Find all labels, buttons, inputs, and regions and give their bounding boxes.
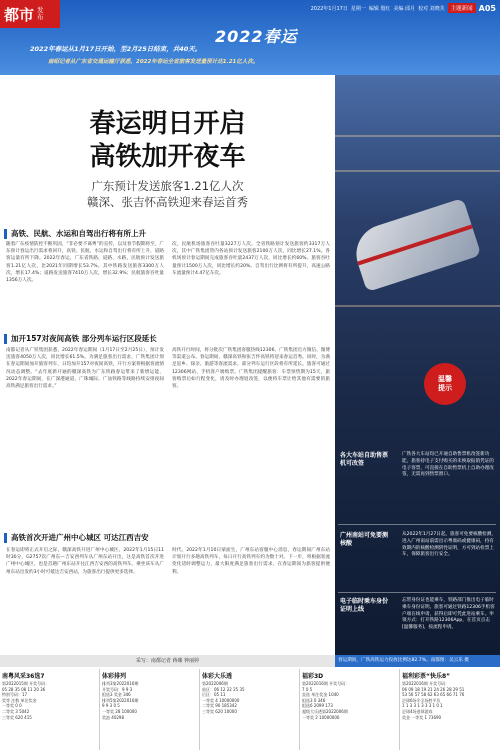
lottery-line: 足球6场半全场胜平负	[402, 697, 441, 703]
lottery-title: 体彩排列	[102, 673, 127, 680]
section-heading-2	[4, 333, 157, 344]
issue-date: 2022年1月17日	[310, 5, 348, 12]
lottery-line: 特别号码：17	[2, 692, 28, 698]
editor: 编辑 殷红	[368, 5, 391, 12]
tip-line-1: 温馨	[438, 375, 452, 383]
headline-line-2: 高铁加开夜车	[89, 142, 246, 172]
lottery-line: 前区：06 12 22 25 35	[202, 686, 245, 692]
track-light	[335, 170, 500, 172]
lottery-line: 三等奖 620 415	[2, 714, 32, 720]
lottery-line: 超级大乐透第2022006期	[302, 708, 348, 714]
banner-text: 2022春运	[215, 27, 298, 46]
panel-text-3: 忘带身份证也能乘车，铁路部门推出电子临时乘车身份证明。旅客可通过铁路12306手机客户端在线申请，获得后即可凭此进站乘车。申领方式：打开铁路12306App，在首页点击[温馨服务]，按流程申请。	[402, 598, 495, 631]
lottery-line: 7 0 5	[302, 686, 313, 692]
track-light	[335, 135, 500, 137]
subheadline	[0, 178, 335, 210]
lottery-line: 一等奖 0 0	[2, 703, 22, 709]
section-logo	[0, 0, 60, 28]
lottery-title: 福彩3D	[302, 673, 324, 680]
section-title: 加开157对夜间高铁 部分列车运行区段延长	[11, 334, 157, 343]
panel-title-1: 各大车站自助售票机可改签	[340, 452, 389, 467]
lottery-line: 1 1 3 3 1 3 3 3 1 0 1	[402, 703, 443, 709]
lottery-line: 第2022015期 开奖号码：	[2, 681, 50, 686]
lottery-box	[400, 669, 500, 750]
masthead-meta	[311, 3, 496, 13]
lottery-title: 体彩大乐透	[202, 673, 233, 680]
panel-title-2: 广州南站可免要测核酸	[340, 532, 389, 547]
lottery-line: 一等奖 4 10000000	[202, 697, 240, 703]
lottery-line: 53 56 57 58 62 63 65 66 71 76	[402, 692, 465, 698]
body-text: 时代。2022年1月10日蒙面生，广州东站客服中心消息，春运期间广州东站计划开行多趟高铁列车，每日开行高铁列车约为数十对。下一步，将根据客流变化适时调整运力，最大限度满足旅客出行需求，在春运期间为旅客提供便利。	[172, 548, 330, 575]
panel-text-2: 从2022年1月27日起，旅客可免要核酸检测，进入广州南站前需出示粤康码或健康码，持有效期内的核酸检测阴性证明，方可到站检票上车，保障旅客出行安全。	[402, 532, 496, 558]
panel-text-1: 广铁各大车站均已开通自助售票机改签新功能，旅客持电子支付购买的未换取报销凭证的电子客票，可直接在自助售票机上自助办理改签，无需再到售票窗口。	[402, 452, 494, 478]
tip-badge	[424, 363, 466, 405]
lottery-line: 组选3 奖金 346	[102, 692, 131, 698]
lead-line-2: 南昭记者从广东省交通运输厅获悉，2022年春运全省旅客发送量预计达1.21亿人次。	[48, 59, 259, 65]
art-editor: 美编 邱月	[393, 5, 416, 12]
lottery-box	[0, 669, 100, 750]
section-bar	[4, 533, 7, 543]
panel-title-3: 电子临时乘车身份证明上线	[340, 598, 389, 613]
lottery-line: 05 28 35 08 11 20 36	[2, 686, 46, 692]
lottery-line: 9 9 3 0 5	[102, 703, 120, 709]
lead-line-1: 2022年春运从1月17日开始，至2月25日结束，共40天。	[30, 45, 202, 53]
lottery-box	[300, 669, 400, 750]
tip-line-2: 提示	[438, 384, 452, 392]
photo-caption: 春运期间，广铁高铁运力投放比例达82.7%。南都图：吴云乐 摄	[335, 655, 500, 667]
byline: 采写：南都记者 蒋臻 钟丽婷	[0, 655, 335, 667]
issue-weekday: 星期一	[350, 5, 366, 12]
lottery-line: 排列5第2022016期	[102, 697, 139, 703]
lottery-line: 奖金 一等奖 1 73690	[402, 714, 442, 720]
lottery-line: 直选 单注奖金 1040	[302, 692, 339, 698]
page-number: A05	[478, 3, 496, 13]
panel-divider	[338, 592, 496, 593]
body-text: 在春运即将正式开启之际，赣深高铁开进广州中心城区。2022年1月15日11时30分，G2757次广州东—吉安西列车从广州东站开出，这是高铁首次开进广州中心城区，也是首趟广州东站开往江西吉安西的高铁列车。乘坐该车从广州东站出发约3小时可抵达吉安西站，为旅客出行提供更多选择。	[6, 548, 164, 575]
section-bar	[4, 334, 7, 344]
lottery-line: 奖池 40298	[102, 714, 124, 720]
headline	[0, 108, 335, 174]
section-heading-3	[4, 532, 149, 543]
logo-text: 都市	[4, 5, 35, 24]
section-title: 高铁、民航、水运和自驾出行将有所上升	[11, 229, 146, 238]
lottery-box	[200, 669, 300, 750]
body-text: 高铁开行时间，将分批次广铁集团客服热线12306、广铁集团官方微信、微博等渠道公布。春运期间，赣深高铁和张吉怀高铁将迎来春运首秀。同时，为满足返乡、探亲、旅游等客流需求，部分列车运行区段将有所延长。旅客可通过12306网站、手机客户端购票。广铁集团提醒旅客：车票预售期为15天，旅客购票后如行程变化，请及时办理退改签，以便将车票让给其他有需要的旅客。	[172, 348, 330, 390]
track-light	[335, 305, 500, 307]
lottery-title: 福利彩票“快乐8”	[402, 673, 451, 680]
lottery-line: 二等奖 90 185342	[202, 703, 237, 709]
section-title: 高铁首次开进广州中心城区 可达江西吉安	[11, 533, 149, 542]
lottery-title: 南粤风采36选7	[2, 673, 45, 680]
lottery-line: 二等奖 3 5042	[2, 708, 30, 714]
lottery-line: 组选6 2099 173	[302, 703, 333, 709]
body-text: 南都记者从广铁集团获悉，2022年春运期间（1月17日至2月25日），预计发送旅客4050万人次，同比增长61.5%。为满足旅客出行需求，广铁集团计划在春运期间加开旅客列车，日均加开157对夜间高铁，开行方案将根据客流情况动态调整。“去年底新开通的赣深高铁为广东铁路春运带来了新增运能，2022年春运期间，在广深港通道、广珠城际、广汕铁路等线路持续安排夜间高铁满足旅客出行需求。”	[6, 348, 164, 390]
subhead-line-1: 广东预计发送旅客1.21亿人次	[91, 179, 244, 193]
masthead	[0, 0, 500, 75]
panel-divider	[338, 524, 496, 525]
proofreader: 校对 刘晓芙	[418, 5, 445, 12]
category-badge: 主题新闻	[448, 3, 476, 13]
lottery-line: 第2022016期 开奖号码：	[402, 681, 450, 686]
lottery-line: 后区：05 11	[202, 692, 226, 698]
lottery-line: 开奖号码：9 9 3	[102, 686, 133, 692]
lottery-line: 一等奖 28 100000	[102, 708, 137, 714]
subhead-line-2: 赣深、张吉怀高铁迎来春运首秀	[87, 195, 248, 209]
body-text: 随着广东疫情防控不断巩固，“非必要不离粤”的宣传，以及春节假期将至，广东预计春运出行需求将回升，高铁、民航、水运和自驾出行将有所上升，道路客运量有所下降。2022年春运，广东省铁路、道路、水路、民航预计发送旅客1.21亿人次，比2021年同期增长53.7%。其中铁路发送旅客3300万人次，增长17.4%；道路发送旅客7410万人次，增长32.9%；民航旅客吞吐量1356万人次。	[6, 242, 164, 284]
lottery-line: 排列3第2022016期	[102, 681, 139, 686]
section-bar	[4, 229, 7, 239]
lottery-line: 第2022006期	[202, 681, 228, 686]
train-photo	[335, 75, 500, 665]
lottery-line: 第2022016期 开奖号码：	[302, 681, 350, 686]
headline-line-1: 春运明日开启	[89, 109, 246, 139]
logo-sub: 发布	[37, 6, 44, 21]
lottery-line: 组选3 0 346	[302, 697, 326, 703]
lottery-line: 奖等 注数 单注奖金	[2, 697, 37, 703]
section-heading-1	[4, 228, 146, 239]
lottery-line: 06 09 18 19 21 24 26 28 29 51	[402, 686, 465, 692]
lottery-line: 一等奖 2 10000000	[302, 714, 340, 720]
train-stripe	[357, 225, 472, 266]
body-text: 次，民航机场旅客吞吐量3227万人次。全省铁路预计发送旅客约3317万人次，其中广铁集团管内各站预计发送旅客2100万人次，同比增长27.1%。各机场预计春运期间完成旅客吞吐量2437万人次，同比增长约60%。旅客吞吐量预计1500万人次，同比增长约20%。自驾出行比例将有所提升，高速公路车流量预计4.47亿车次。	[172, 242, 330, 276]
train-shape	[349, 198, 482, 292]
lottery-line: 足球4场进球游戏	[402, 708, 433, 714]
lottery-box	[100, 669, 200, 750]
lottery-line: 三等奖 620 10000	[202, 708, 237, 714]
